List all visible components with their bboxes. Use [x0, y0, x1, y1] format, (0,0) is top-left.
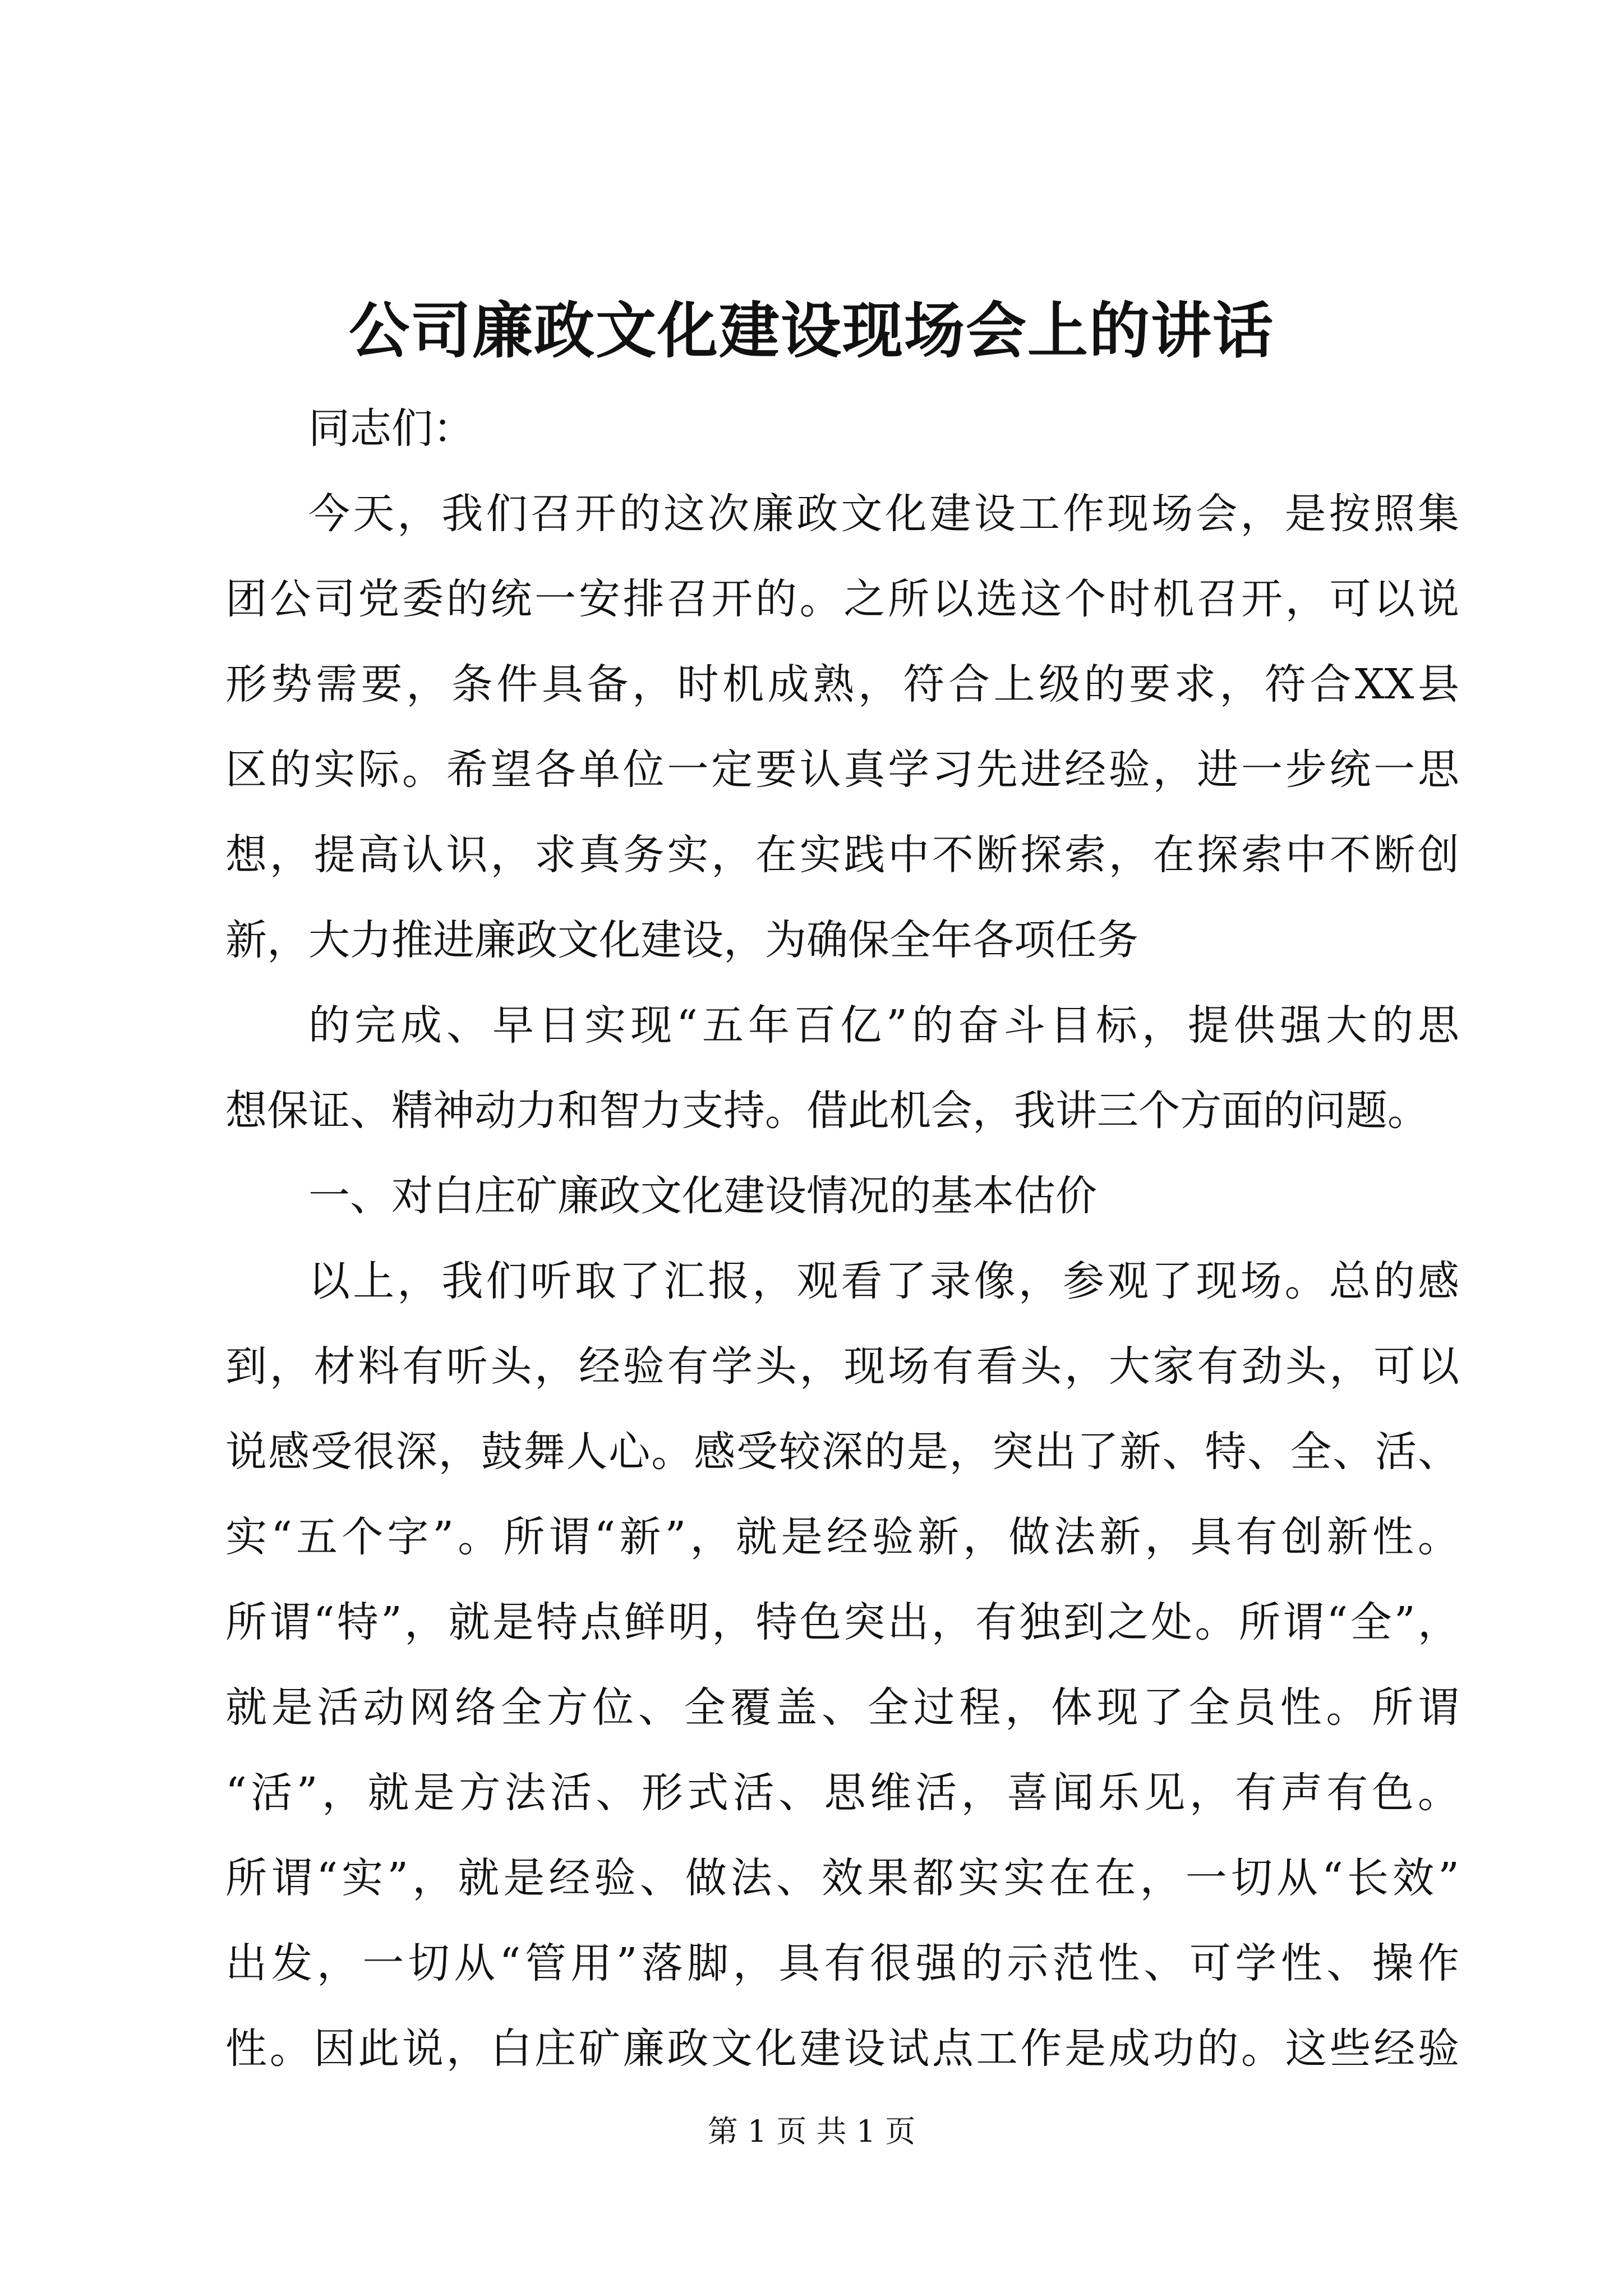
document-title: 公司廉政文化建设现场会上的讲话 [348, 296, 1274, 366]
paragraph-line: 性。因此说，白庄矿廉政文化建设试点工作是成功的。这些经验 [225, 2024, 1459, 2073]
paragraph-line: 今天，我们召开的这次廉政文化建设工作现场会，是按照集 [308, 490, 1459, 538]
page-footer: 第 1 页 共 1 页 [707, 2114, 916, 2149]
section-heading: 一、对白庄矿廉政文化建设情况的基本估价 [308, 1172, 1097, 1220]
paragraph-line: 所谓“实”，就是经验、做法、效果都实实在在，一切从“长效” [225, 1854, 1459, 1902]
paragraph-line: 想，提高认识，求真务实，在实践中不断探索，在探索中不断创 [225, 831, 1459, 879]
paragraph-line: 同志们： [308, 404, 474, 453]
paragraph-line: 以上，我们听取了汇报，观看了录像，参观了现场。总的感 [308, 1257, 1459, 1305]
paragraph-line: 新，大力推进廉政文化建设，为确保全年各项任务 [225, 916, 1138, 964]
paragraph-line: 的完成、早日实现“五年百亿”的奋斗目标，提供强大的思 [308, 1001, 1459, 1050]
paragraph-line: 到，材料有听头，经验有学头，现场有看头，大家有劲头，可以 [225, 1342, 1459, 1391]
paragraph-line: 团公司党委的统一安排召开的。之所以选这个时机召开，可以说 [225, 575, 1459, 623]
paragraph-line: 所谓“特”，就是特点鲜明，特色突出，有独到之处。所谓“全”， [225, 1598, 1459, 1646]
paragraph-line: 区的实际。希望各单位一定要认真学习先进经验，进一步统一思 [225, 746, 1459, 794]
paragraph-line: 形势需要，条件具备，时机成熟，符合上级的要求，符合XX县 [225, 660, 1459, 708]
paragraph-line: 就是活动网络全方位、全覆盖、全过程，体现了全员性。所谓 [225, 1683, 1459, 1732]
paragraph-line: 实“五个字”。所谓“新”，就是经验新，做法新，具有创新性。 [225, 1513, 1459, 1561]
paragraph-line: “活”，就是方法活、形式活、思维活，喜闻乐见，有声有色。 [225, 1769, 1459, 1817]
paragraph-line: 出发，一切从“管用”落脚，具有很强的示范性、可学性、操作 [225, 1939, 1459, 1987]
paragraph-line: 说感受很深，鼓舞人心。感受较深的是，突出了新、特、全、活、 [225, 1428, 1459, 1476]
paragraph-line: 想保证、精神动力和智力支持。借此机会，我讲三个方面的问题。 [225, 1087, 1429, 1135]
document-body [225, 386, 1459, 2091]
